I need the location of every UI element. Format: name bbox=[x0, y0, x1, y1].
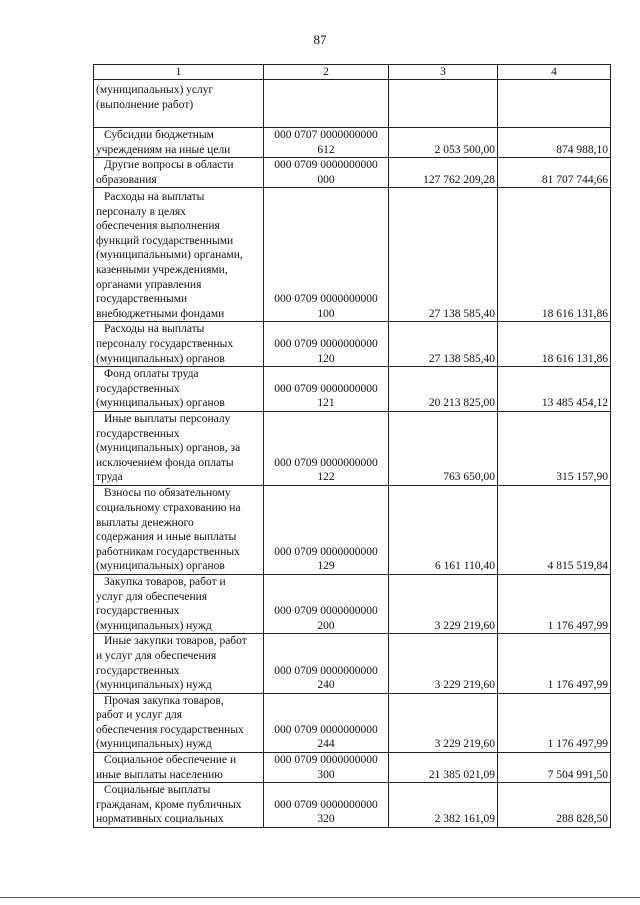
row-code-cell bbox=[264, 188, 389, 322]
row-name-cell bbox=[94, 634, 264, 693]
table-row bbox=[94, 158, 611, 188]
row-name-line: учреждениям на иные цели bbox=[96, 143, 231, 156]
row-name-line: и услуг для обеспечения bbox=[96, 649, 217, 662]
row-code-cell bbox=[264, 574, 389, 633]
row-col3-value: 27 138 585,40 bbox=[389, 188, 498, 322]
row-name-line: Закупка товаров, работ и bbox=[104, 575, 226, 588]
row-name-line: (муниципальных) нужд bbox=[96, 679, 212, 692]
row-name-cell bbox=[94, 322, 264, 367]
row-name-line: труда bbox=[96, 471, 123, 484]
header-col-2: 2 bbox=[264, 65, 389, 80]
row-code-cell bbox=[264, 322, 389, 367]
row-name-cell bbox=[94, 188, 264, 322]
row-name-line: содержания и иные выплаты bbox=[96, 531, 237, 544]
row-code-line: 000 0709 0000000000 bbox=[274, 337, 378, 350]
header-col-1: 1 bbox=[94, 65, 264, 80]
row-name-line: образования bbox=[96, 173, 157, 186]
row-name-cell bbox=[94, 158, 264, 188]
row-name-line: услуг для обеспечения bbox=[96, 590, 208, 603]
row-name-line: Другие вопросы в области bbox=[104, 159, 234, 172]
header-col-4: 4 bbox=[498, 65, 611, 80]
row-col4-value: 1 176 497,99 bbox=[498, 574, 611, 633]
row-col4-value: 1 176 497,99 bbox=[498, 693, 611, 752]
budget-table bbox=[93, 64, 611, 828]
row-code-line: 121 bbox=[317, 397, 335, 410]
row-name-line: (муниципальных) услуг bbox=[96, 84, 214, 97]
row-col3-value: 3 229 219,60 bbox=[389, 693, 498, 752]
row-name-line: персоналу государственных bbox=[96, 337, 234, 350]
table-row bbox=[94, 322, 611, 367]
row-name-line: Прочая закупка товаров, bbox=[104, 694, 224, 707]
row-name-cell bbox=[94, 574, 264, 633]
row-col4-value: 315 157,90 bbox=[498, 411, 611, 485]
row-name-cell bbox=[94, 411, 264, 485]
row-code-line: 000 0709 0000000000 bbox=[274, 754, 378, 767]
row-col4-value: 13 485 454,12 bbox=[498, 367, 611, 412]
row-name-line bbox=[96, 112, 261, 127]
row-code-line: 300 bbox=[317, 768, 335, 781]
row-col4-value: 81 707 744,66 bbox=[498, 158, 611, 188]
table-row bbox=[94, 693, 611, 752]
row-name-line: (муниципальными) органами, bbox=[96, 249, 243, 262]
row-col4-value: 874 988,10 bbox=[498, 128, 611, 158]
page-number: 87 bbox=[313, 32, 327, 47]
row-col3-value: 127 762 209,28 bbox=[389, 158, 498, 188]
row-code-cell bbox=[264, 753, 389, 783]
table-row bbox=[94, 574, 611, 633]
row-code-cell bbox=[264, 485, 389, 574]
row-code-line: 000 0709 0000000000 bbox=[274, 545, 378, 558]
row-name-line: работникам государственных bbox=[96, 545, 240, 558]
row-name-line: обеспечения выполнения bbox=[96, 220, 220, 233]
row-name-line: Взносы по обязательному bbox=[104, 487, 231, 500]
row-col4-value: 7 504 991,50 bbox=[498, 753, 611, 783]
row-name-line: нормативных социальных bbox=[96, 813, 224, 826]
row-name-line: гражданам, кроме публичных bbox=[96, 798, 242, 811]
row-name-line: государственных bbox=[96, 382, 180, 395]
row-name-line: (муниципальных) органов, за bbox=[96, 442, 241, 455]
row-name-line: органами управления bbox=[96, 278, 202, 291]
table-row bbox=[94, 80, 611, 128]
row-col3-value: 27 138 585,40 bbox=[389, 322, 498, 367]
row-col4-value: 1 176 497,99 bbox=[498, 634, 611, 693]
table-row bbox=[94, 634, 611, 693]
row-name-line: (муниципальных) органов bbox=[96, 352, 225, 365]
row-name-line: Социальное обеспечение и bbox=[104, 754, 237, 767]
row-code-cell bbox=[264, 80, 389, 128]
row-name-line: Расходы на выплаты bbox=[104, 191, 205, 204]
row-name-line: государственных bbox=[96, 664, 180, 677]
row-name-cell bbox=[94, 367, 264, 412]
row-name-line: (муниципальных) нужд bbox=[96, 619, 212, 632]
table-row bbox=[94, 188, 611, 322]
row-col3-value: 20 213 825,00 bbox=[389, 367, 498, 412]
table-row bbox=[94, 485, 611, 574]
table-row bbox=[94, 367, 611, 412]
row-name-line: обеспечения государственных bbox=[96, 723, 244, 736]
row-code-cell bbox=[264, 367, 389, 412]
row-code-line: 000 0709 0000000000 bbox=[274, 605, 378, 618]
row-code-line: 200 bbox=[317, 619, 335, 632]
row-code-cell bbox=[264, 783, 389, 828]
row-name-line: государственных bbox=[96, 605, 180, 618]
row-name-cell bbox=[94, 128, 264, 158]
row-code-line: 129 bbox=[317, 560, 335, 573]
row-col3-value: 2 382 161,09 bbox=[389, 783, 498, 828]
row-col4-value: 4 815 519,84 bbox=[498, 485, 611, 574]
row-name-line: Иные выплаты персоналу bbox=[104, 412, 231, 425]
row-col4-value: 18 616 131,86 bbox=[498, 322, 611, 367]
row-name-line: социальному страхованию на bbox=[96, 501, 241, 514]
row-col3-value: 3 229 219,60 bbox=[389, 574, 498, 633]
row-name-line: Субсидии бюджетным bbox=[104, 129, 214, 141]
row-name-line: Иные закупки товаров, работ bbox=[104, 635, 247, 648]
row-name-cell bbox=[94, 783, 264, 828]
row-code-line: 000 0709 0000000000 bbox=[274, 159, 378, 172]
row-code-cell bbox=[264, 411, 389, 485]
row-code-line: 000 bbox=[317, 173, 335, 186]
row-col3-value: 3 229 219,60 bbox=[389, 634, 498, 693]
header-row bbox=[94, 65, 611, 80]
row-name-line: (выполнение работ) bbox=[96, 98, 194, 111]
row-col3-value: 2 053 500,00 bbox=[389, 128, 498, 158]
row-code-line: 000 0709 0000000000 bbox=[274, 456, 378, 469]
row-code-line: 244 bbox=[317, 738, 335, 751]
row-code-cell bbox=[264, 693, 389, 752]
row-code-line: 000 0709 0000000000 bbox=[274, 382, 378, 395]
row-name-line: (муниципальных) нужд bbox=[96, 738, 212, 751]
row-name-line: Расходы на выплаты bbox=[104, 323, 205, 336]
row-code-line: 000 0709 0000000000 bbox=[274, 664, 378, 677]
row-col4-value bbox=[498, 80, 611, 128]
row-name-line: персоналу в целях bbox=[96, 205, 186, 218]
row-name-line: государственных bbox=[96, 427, 180, 440]
row-name-line: Социальные выплаты bbox=[104, 784, 211, 797]
row-name-line: государственными bbox=[96, 293, 188, 306]
table-row bbox=[94, 783, 611, 828]
row-name-cell bbox=[94, 693, 264, 752]
row-code-line: 240 bbox=[317, 679, 335, 692]
header-col-3: 3 bbox=[389, 65, 498, 80]
row-code-line: 320 bbox=[317, 813, 335, 826]
row-code-cell bbox=[264, 634, 389, 693]
row-col3-value: 21 385 021,09 bbox=[389, 753, 498, 783]
row-col4-value: 288 828,50 bbox=[498, 783, 611, 828]
row-name-line: внебюджетными фондами bbox=[96, 307, 225, 320]
row-code-cell bbox=[264, 158, 389, 188]
page-bottom-rule bbox=[0, 897, 640, 898]
row-name-line: функций государственными bbox=[96, 234, 234, 247]
row-code-line: 000 0709 0000000000 bbox=[274, 798, 378, 811]
row-name-line: Фонд оплаты труда bbox=[104, 368, 199, 381]
table-row bbox=[94, 753, 611, 783]
row-name-line: иные выплаты населению bbox=[96, 768, 223, 781]
row-code-line: 000 0707 0000000000 bbox=[274, 129, 378, 141]
row-name-line: работ и услуг для bbox=[96, 709, 183, 722]
row-col4-value: 18 616 131,86 bbox=[498, 188, 611, 322]
row-code-line: 000 0709 0000000000 bbox=[274, 723, 378, 736]
row-code-cell bbox=[264, 128, 389, 158]
row-name-line: казенными учреждениями, bbox=[96, 264, 228, 276]
row-code-line: 000 0709 0000000000 bbox=[274, 293, 378, 306]
row-name-line: исключением фонда оплаты bbox=[96, 456, 234, 469]
row-code-line: 612 bbox=[317, 143, 335, 156]
row-col3-value bbox=[389, 80, 498, 128]
row-name-line: (муниципальных) органов bbox=[96, 560, 225, 573]
row-col3-value: 6 161 110,40 bbox=[389, 485, 498, 574]
row-col3-value: 763 650,00 bbox=[389, 411, 498, 485]
table-row bbox=[94, 128, 611, 158]
row-code-line: 120 bbox=[317, 352, 335, 365]
row-code-line: 100 bbox=[317, 307, 335, 320]
row-name-cell bbox=[94, 80, 264, 128]
row-name-cell bbox=[94, 485, 264, 574]
row-name-line: выплаты денежного bbox=[96, 516, 194, 529]
table-row bbox=[94, 411, 611, 485]
row-name-line: (муниципальных) органов bbox=[96, 397, 225, 410]
row-name-cell bbox=[94, 753, 264, 783]
row-code-line: 122 bbox=[317, 471, 335, 484]
